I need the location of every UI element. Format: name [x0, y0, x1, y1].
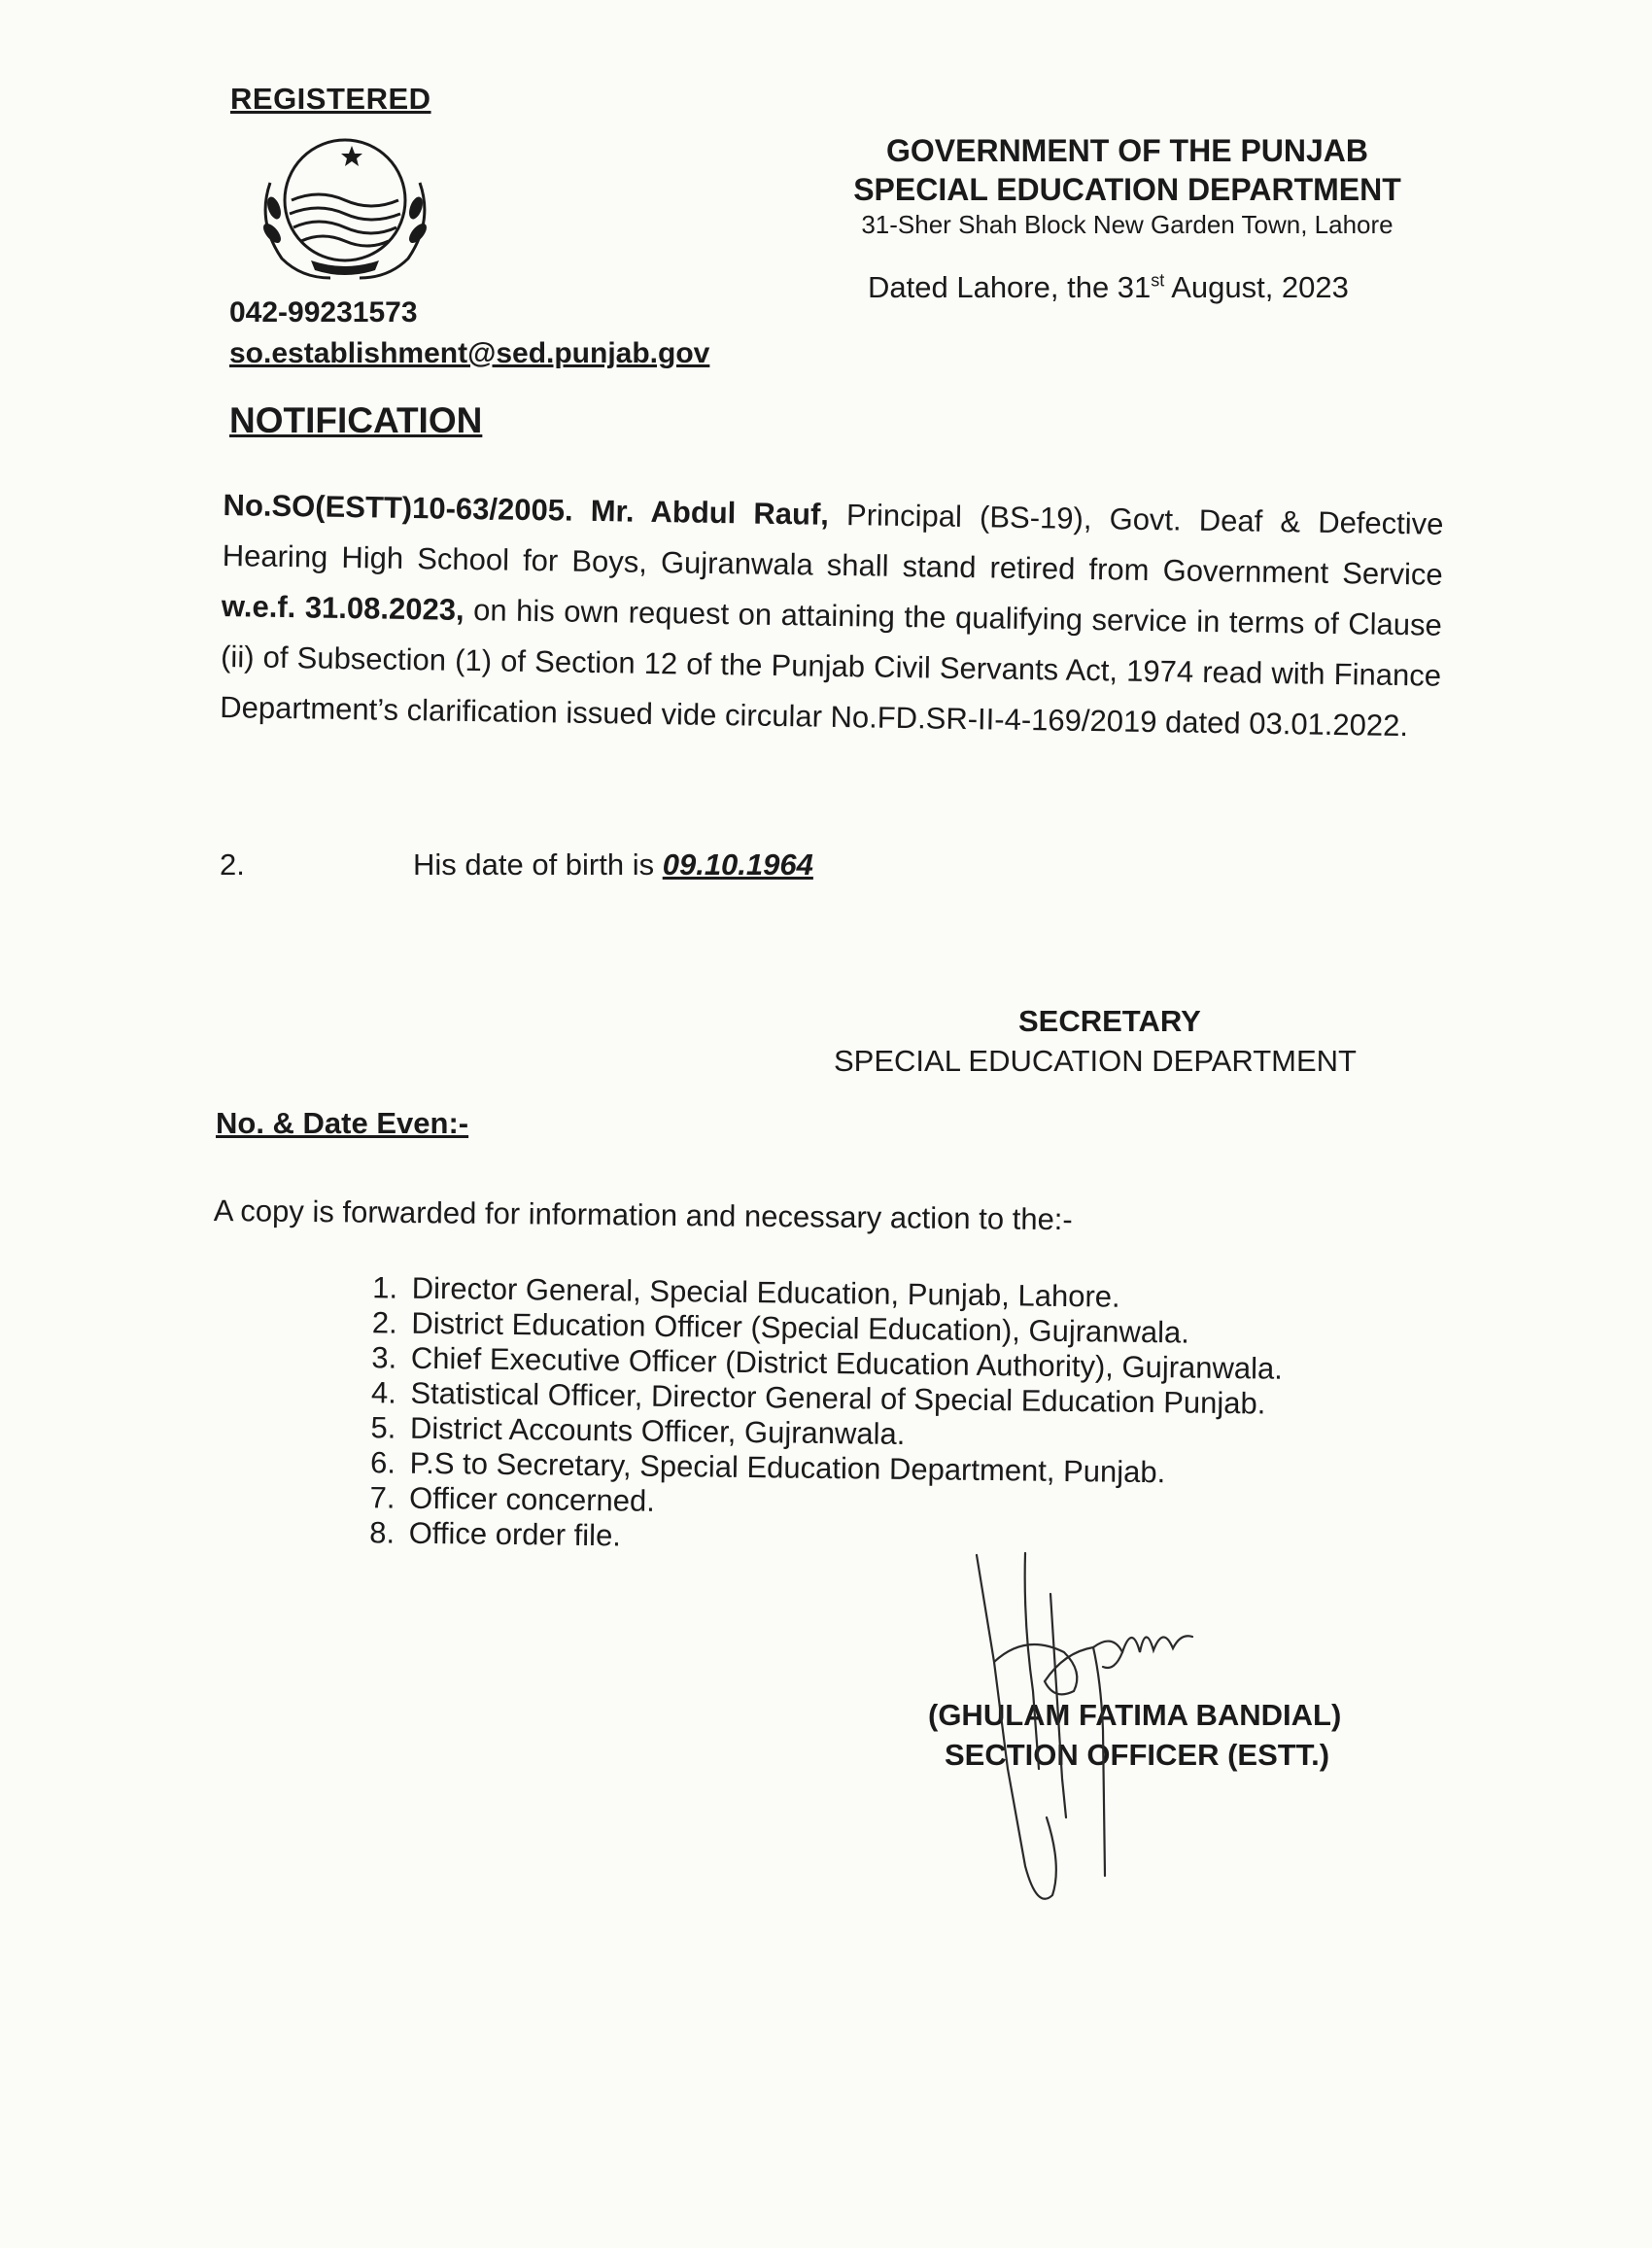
date-prefix: Dated Lahore, the 31	[868, 270, 1152, 304]
contact-email[interactable]: so.establishment@sed.punjab.gov	[229, 337, 710, 369]
list-item: 5. District Accounts Officer, Gujranwala.	[404, 1411, 1282, 1457]
date-suffix: August, 2023	[1164, 270, 1349, 304]
paragraph-text-1: Principal (BS-19), Govt. Deaf & Defective Hearing High School for Boys, Gujranwala shall stand retired from Government Service	[222, 497, 1444, 592]
department-address: 31-Sher Shah Block New Garden Town, Lahore	[861, 210, 1394, 239]
list-item: 6. P.S to Secretary, Special Education Department, Punjab.	[403, 1446, 1281, 1492]
department-name: SPECIAL EDUCATION DEPARTMENT	[853, 172, 1401, 207]
reference-number: No.SO(ESTT)10-63/2005.	[223, 487, 573, 528]
notification-paragraph	[220, 480, 1444, 752]
distribution-list	[346, 1270, 1284, 1562]
handwritten-signature	[957, 1545, 1249, 1915]
list-item: 3. Chief Executive Officer (District Education Authority), Gujranwala.	[405, 1341, 1283, 1387]
date-of-birth-paragraph	[413, 847, 813, 882]
registered-label: REGISTERED	[230, 82, 431, 116]
paragraph-number: 2.	[220, 847, 245, 882]
government-name: GOVERNMENT OF THE PUNJAB	[885, 133, 1369, 168]
secretary-department: SPECIAL EDUCATION DEPARTMENT	[834, 1044, 1357, 1078]
effective-date: w.e.f. 31.08.2023,	[221, 588, 465, 627]
secretary-title: SECRETARY	[1018, 1004, 1201, 1038]
paragraph-text-2: on his own request on attaining the qualifying service in terms of Clause (ii) of Subsection (1) of Section 12 of the Punjab Civil Servants Act, 1974 read with Finance Department’s clarification issued vide circular No.FD.SR-II-4-169/2019 dated 03.01.2022.	[220, 592, 1443, 744]
notification-title: NOTIFICATION	[229, 400, 483, 440]
letterhead	[777, 131, 1477, 209]
signatory-name: (GHULAM FATIMA BANDIAL)	[928, 1698, 1342, 1732]
contact-phone: 042-99231573	[229, 296, 418, 329]
list-item: 1. Director General, Special Education, Punjab, Lahore.	[406, 1271, 1284, 1317]
employee-name: Mr. Abdul Rauf,	[590, 493, 830, 532]
list-item: 4. Statistical Officer, Director General of Special Education Punjab.	[404, 1376, 1282, 1422]
punjab-government-emblem	[243, 124, 447, 290]
dob-label: His date of birth is	[413, 847, 663, 882]
date-ordinal: st	[1151, 270, 1165, 291]
copy-forwarded-intro: A copy is forwarded for information and necessary action to the:-	[213, 1193, 1073, 1237]
date-of-birth: 09.10.1964	[662, 847, 813, 882]
signatory-title: SECTION OFFICER (ESTT.)	[945, 1738, 1330, 1772]
list-item: 7. Officer concerned.	[403, 1481, 1281, 1527]
no-date-even-heading: No. & Date Even:-	[216, 1106, 469, 1140]
list-item: 8. Office order file.	[402, 1516, 1280, 1562]
list-item: 2. District Education Officer (Special Education), Gujranwala.	[405, 1306, 1283, 1352]
date-line	[868, 270, 1349, 305]
